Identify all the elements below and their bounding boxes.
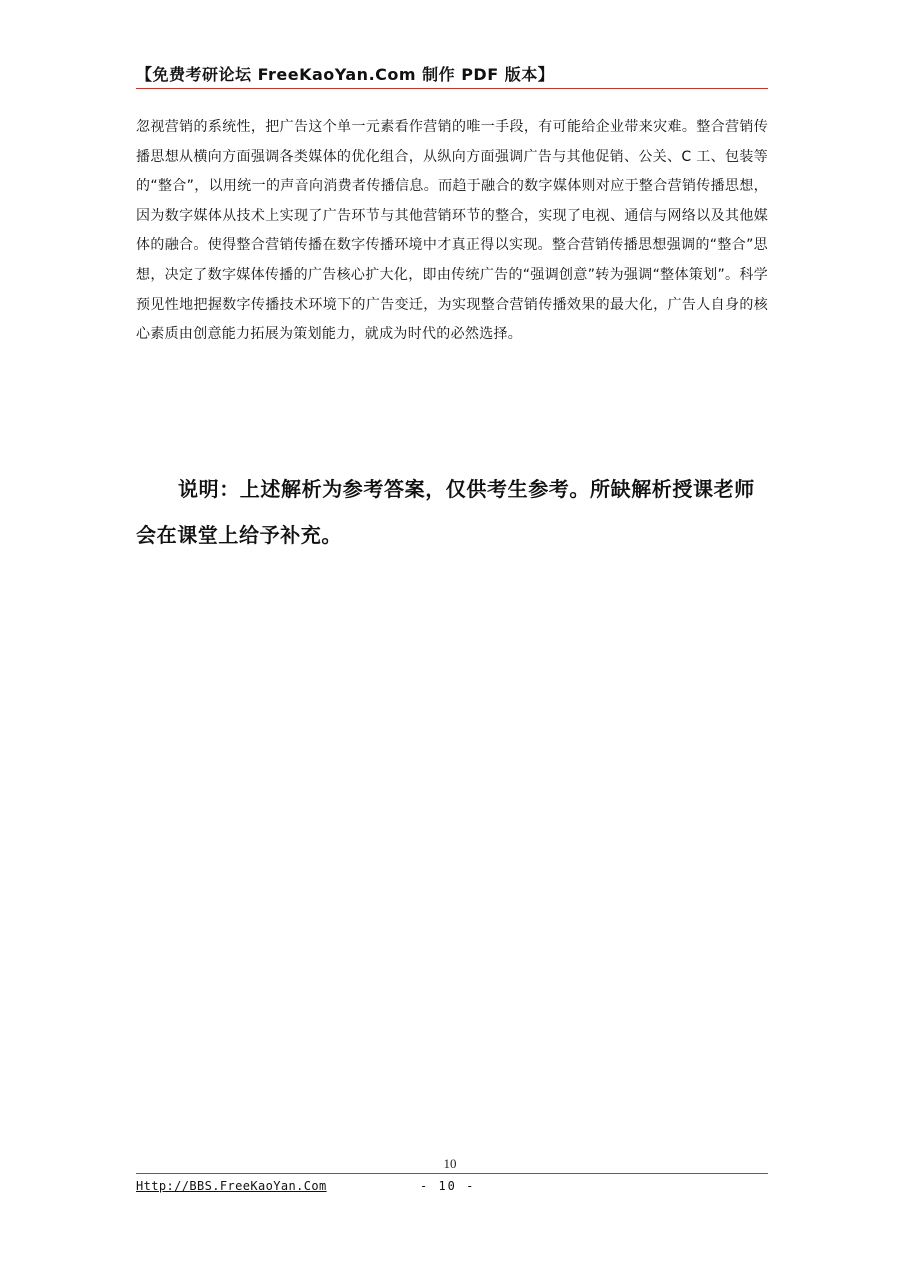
footer-page-label: - 10 -	[420, 1179, 476, 1193]
page-number: 10	[443, 1156, 457, 1171]
header-divider	[136, 88, 768, 89]
header-title: 【免费考研论坛 FreeKaoYan.Com 制作 PDF 版本】	[136, 65, 555, 84]
body-paragraph: 忽视营销的系统性，把广告这个单一元素看作营销的唯一手段，有可能给企业带来灾难。整合营销传播思想从横向方面强调各类媒体的优化组合，从纵向方面强调广告与其他促销、公关、C 工、包装等的“整合”，以用统一的声音向消费者传播信息。而趋于融合的数字媒体则对应于整合营销传播思想，因为数字媒体从技术上实现了广告环节与其他营销环节的整合，实现了电视、通信与网络以及其他媒体的融合。使得整合营销传播在数字传播环境中才真正得以实现。整合营销传播思想强调的“整合”思想，决定了数字媒体传播的广告核心扩大化，即由传统广告的“强调创意”转为强调“整体策划”。科学预见性地把握数字传播技术环境下的广告变迁，为实现整合营销传播效果的最大化，广告人自身的核心素质由创意能力拓展为策划能力，就成为时代的必然选择。	[136, 119, 768, 343]
forum-link[interactable]: Http://BBS.FreeKaoYan.Com	[136, 1179, 327, 1193]
footer-divider	[136, 1173, 768, 1174]
note-paragraph: 说明：上述解析为参考答案，仅供考生参考。所缺解析授课老师会在课堂上给予补充。	[136, 477, 755, 547]
